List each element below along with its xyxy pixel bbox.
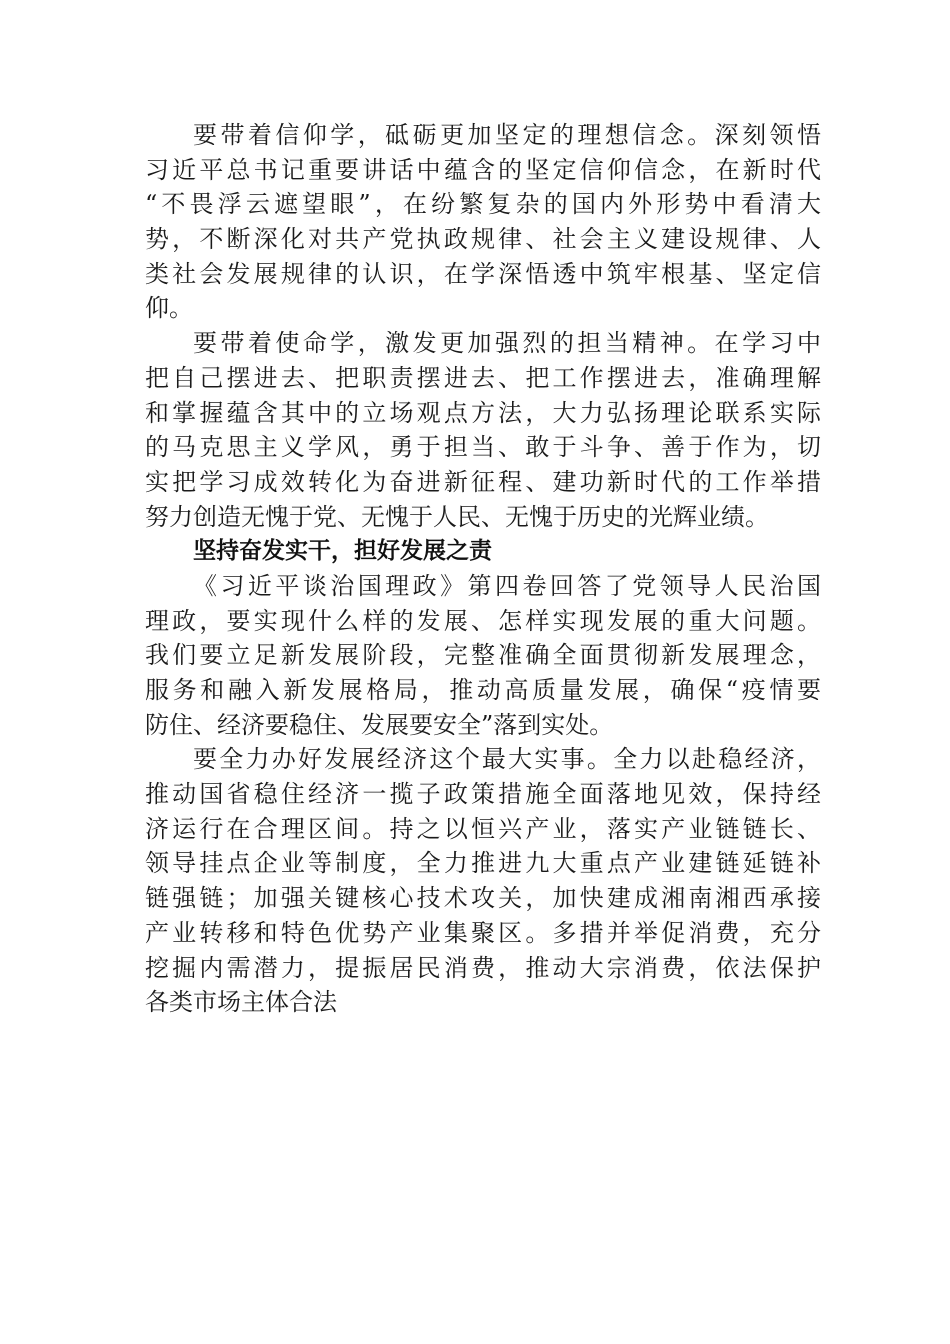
text-line: 产业转移和特色优势产业集聚区。多措并举促消费，充分 [145,918,821,947]
text-line: 服务和融入新发展格局，推动高质量发展，确保“疫情要 [145,676,821,704]
paragraph-economy [145,742,821,1020]
paragraph-development [145,569,821,742]
text-line: 类社会发展规律的认识，在学深悟透中筑牢根基、坚定信 [145,259,821,288]
text-line: “不畏浮云遮望眼”，在纷繁复杂的国内外形势中看清大 [145,190,821,219]
text-line: 防住、经济要稳住、发展要安全”落到实处。 [145,710,614,739]
text-line: 链强链；加强关键核心技术攻关，加快建成湘南湘西承接 [145,884,821,913]
text-line: 实把学习成效转化为奋进新征程、建功新时代的工作举措 [145,467,821,496]
text-line: 《习近平谈治国理政》第四卷回答了党领导人民治国 [193,571,821,600]
text-line: 势，不断深化对共产党执政规律、社会主义建设规律、人 [145,225,821,254]
document-body [145,118,821,1020]
text-line: 挖掘内需潜力，提振居民消费，推动大宗消费，依法保护 [145,953,821,982]
text-line: 领导挂点企业等制度，全力推进九大重点产业建链延链补 [145,849,821,878]
text-line: 我们要立足新发展阶段，完整准确全面贯彻新发展理念， [145,641,821,670]
section-heading: 坚持奋发实干，担好发展之责 [193,538,492,565]
text-line: 的马克思主义学风，勇于担当、敢于斗争、善于作为，切 [145,433,821,462]
text-line: 要带着信仰学，砥砺更加坚定的理想信念。深刻领悟 [193,121,821,149]
text-line: 理政，要实现什么样的发展、怎样实现发展的重大问题。 [145,606,821,635]
text-line: 仰。 [145,294,193,323]
text-line: 推动国省稳住经济一揽子政策措施全面落地见效，保持经 [145,780,821,809]
paragraph-mission [145,326,821,534]
text-line: 和掌握蕴含其中的立场观点方法，大力弘扬理论联系实际 [145,398,821,427]
text-line: 努力创造无愧于党、无愧于人民、无愧于历史的光辉业绩。 [145,502,769,531]
text-line: 要带着使命学，激发更加强烈的担当精神。在学习中 [193,329,821,358]
text-line: 济运行在合理区间。持之以恒兴产业，落实产业链链长、 [145,814,821,843]
text-line: 把自己摆进去、把职责摆进去、把工作摆进去，准确理解 [145,363,821,392]
text-line: 习近平总书记重要讲话中蕴含的坚定信仰信念，在新时代 [145,155,821,184]
paragraph-faith [145,118,821,326]
text-line: 各类市场主体合法 [145,988,337,1017]
text-line: 要全力办好发展经济这个最大实事。全力以赴稳经济， [193,745,821,774]
